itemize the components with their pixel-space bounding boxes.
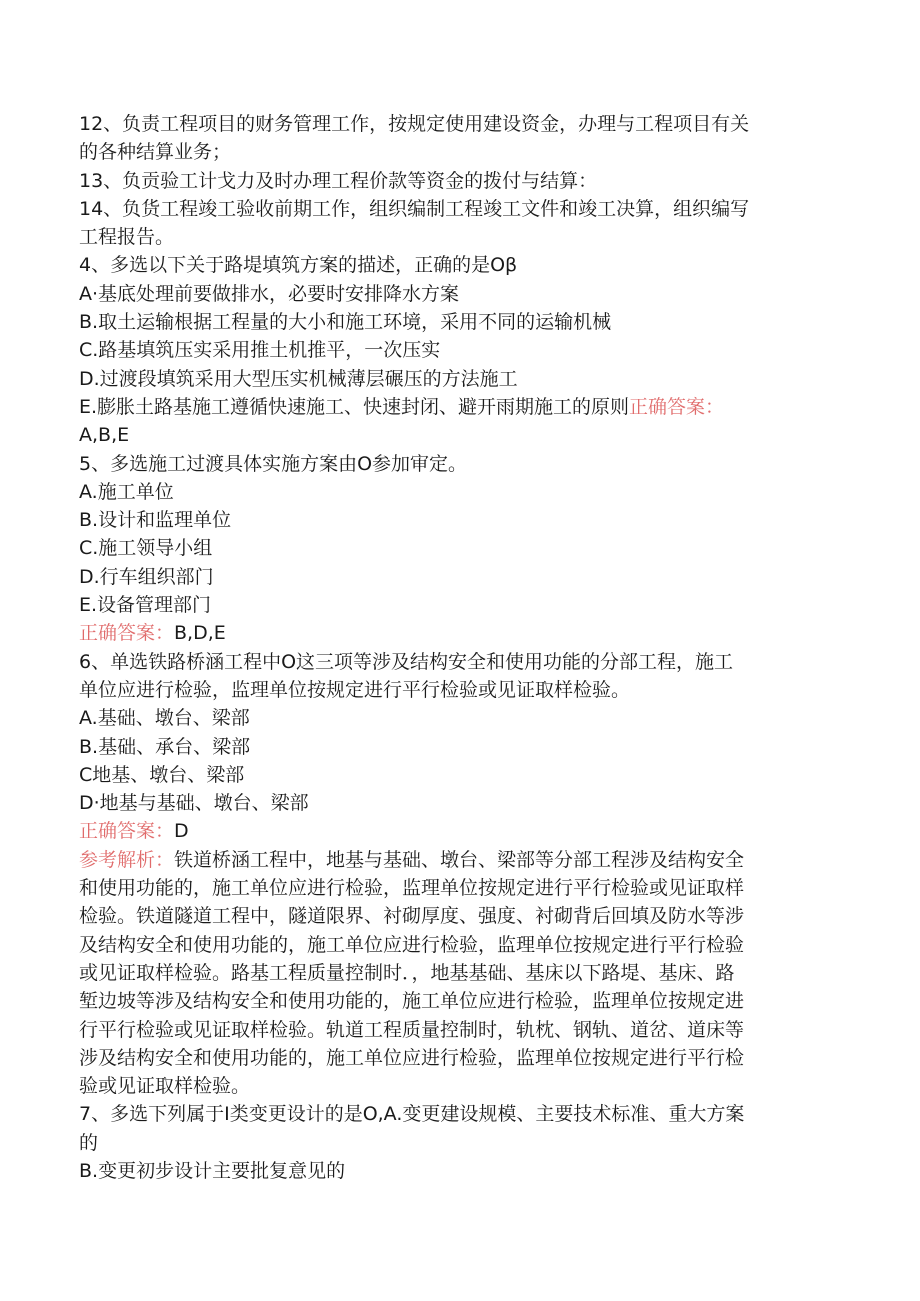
document-body (79, 110, 841, 1185)
question-6-analysis (79, 846, 841, 874)
text-line: 的各种结算业务； (79, 141, 232, 164)
answer-value: D (174, 820, 189, 843)
question-6-option-b: B.基础、承台、梁部 (79, 735, 251, 758)
analysis-line: 或见证取样检验。路基工程质量控制时．，地基基础、基床以下路堤、基床、路 (79, 961, 735, 984)
option-text: E.膨胀土路基施工遵循快速施工、快速封闭、避开雨期施工的原则 (79, 395, 630, 418)
question-4-option-b: B.取土运输根据工程量的大小和施工环境，采用不同的运输机械 (79, 311, 612, 334)
answer-label: 正确答案： (629, 395, 725, 418)
analysis-line: 行平行检验或见证取样检验。轨道工程质量控制时，轨枕、钢轨、道岔、道床等 (79, 1018, 745, 1041)
question-5-answer (79, 619, 841, 647)
question-5-option-a: A.施工单位 (79, 480, 174, 503)
analysis-line: 和使用功能的，施工单位应进行检验，监理单位按规定进行平行检验或见证取样 (79, 877, 745, 900)
question-4-stem: 4、多选以下关于路堤填筑方案的描述，正确的是Oβ (79, 254, 518, 277)
analysis-line: 堑边坡等涉及结构安全和使用功能的，施工单位应进行检验，监理单位按规定进 (79, 990, 745, 1013)
text-line: 14、负货工程竣工验收前期工作，组织编制工程竣工文件和竣工决算，组织编写 (79, 197, 750, 220)
question-4-option-e (79, 393, 841, 421)
question-7-stem: 7、多选下列属于I类变更设计的是O,A.变更建设规模、主要技术标准、重大方案 (79, 1103, 745, 1126)
answer-value: B,D,E (174, 622, 226, 645)
question-4-option-c: C.路基填筑压实采用推土机推平，一次压实 (79, 339, 441, 362)
question-4-option-d: D.过渡段填筑采用大型压实机械薄层碾压的方法施工 (79, 367, 518, 390)
question-6-stem: 单位应进行检验，监理单位按规定进行平行检验或见证取样检验。 (79, 678, 631, 701)
question-5-option-e: E.设备管理部门 (79, 594, 212, 617)
answer-label: 正确答案： (79, 820, 175, 843)
question-4-option-a: A·基底处理前要做排水，必要时安排降水方案 (79, 282, 460, 305)
question-5-option-b: B.设计和监理单位 (79, 509, 232, 532)
question-6-option-d: D·地基与基础、墩台、梁部 (79, 792, 309, 815)
question-6-stem: 6、单选铁路桥涵工程中O这三项等涉及结构安全和使用功能的分部工程，施工 (79, 650, 734, 673)
question-6-answer (79, 817, 841, 845)
question-6-option-c: C地基、墩台、梁部 (79, 763, 245, 786)
analysis-line: 及结构安全和使用功能的，施工单位应进行检验，监理单位按规定进行平行检验 (79, 933, 745, 956)
question-5-stem: 5、多选施工过渡具体实施方案由O参加审定。 (79, 452, 468, 475)
analysis-line: 检验。铁道隧道工程中，隧道限界、衬砌厚度、强度、衬砌背后回填及防水等涉 (79, 905, 745, 928)
answer-label: 正确答案： (79, 622, 175, 645)
question-5-option-d: D.行车组织部门 (79, 565, 214, 588)
text-line: 12、负责工程项目的财务管理工作，按规定使用建设资金，办理与工程项目有关 (79, 113, 750, 135)
question-6-option-a: A.基础、墩台、梁部 (79, 707, 250, 730)
analysis-line: 验或见证取样检验。 (79, 1075, 251, 1098)
question-7-stem: 的 (79, 1131, 99, 1154)
question-4-answer: A,B,E (79, 424, 130, 447)
question-5-option-c: C.施工领导小组 (79, 537, 213, 560)
text-line: 工程报告。 (79, 226, 175, 249)
analysis-line: 涉及结构安全和使用功能的，施工单位应进行检验，监理单位按规定进行平行检 (79, 1046, 745, 1069)
question-7-option-b: B.变更初步设计主要批复意见的 (79, 1159, 346, 1182)
analysis-label: 参考解析： (79, 848, 175, 871)
analysis-text: 铁道桥涵工程中，地基与基础、墩台、梁部等分部工程涉及结构安全 (174, 848, 745, 871)
text-line: 13、负贡验工计戈力及时办理工程价款等资金的拨付与结算： (79, 169, 598, 192)
